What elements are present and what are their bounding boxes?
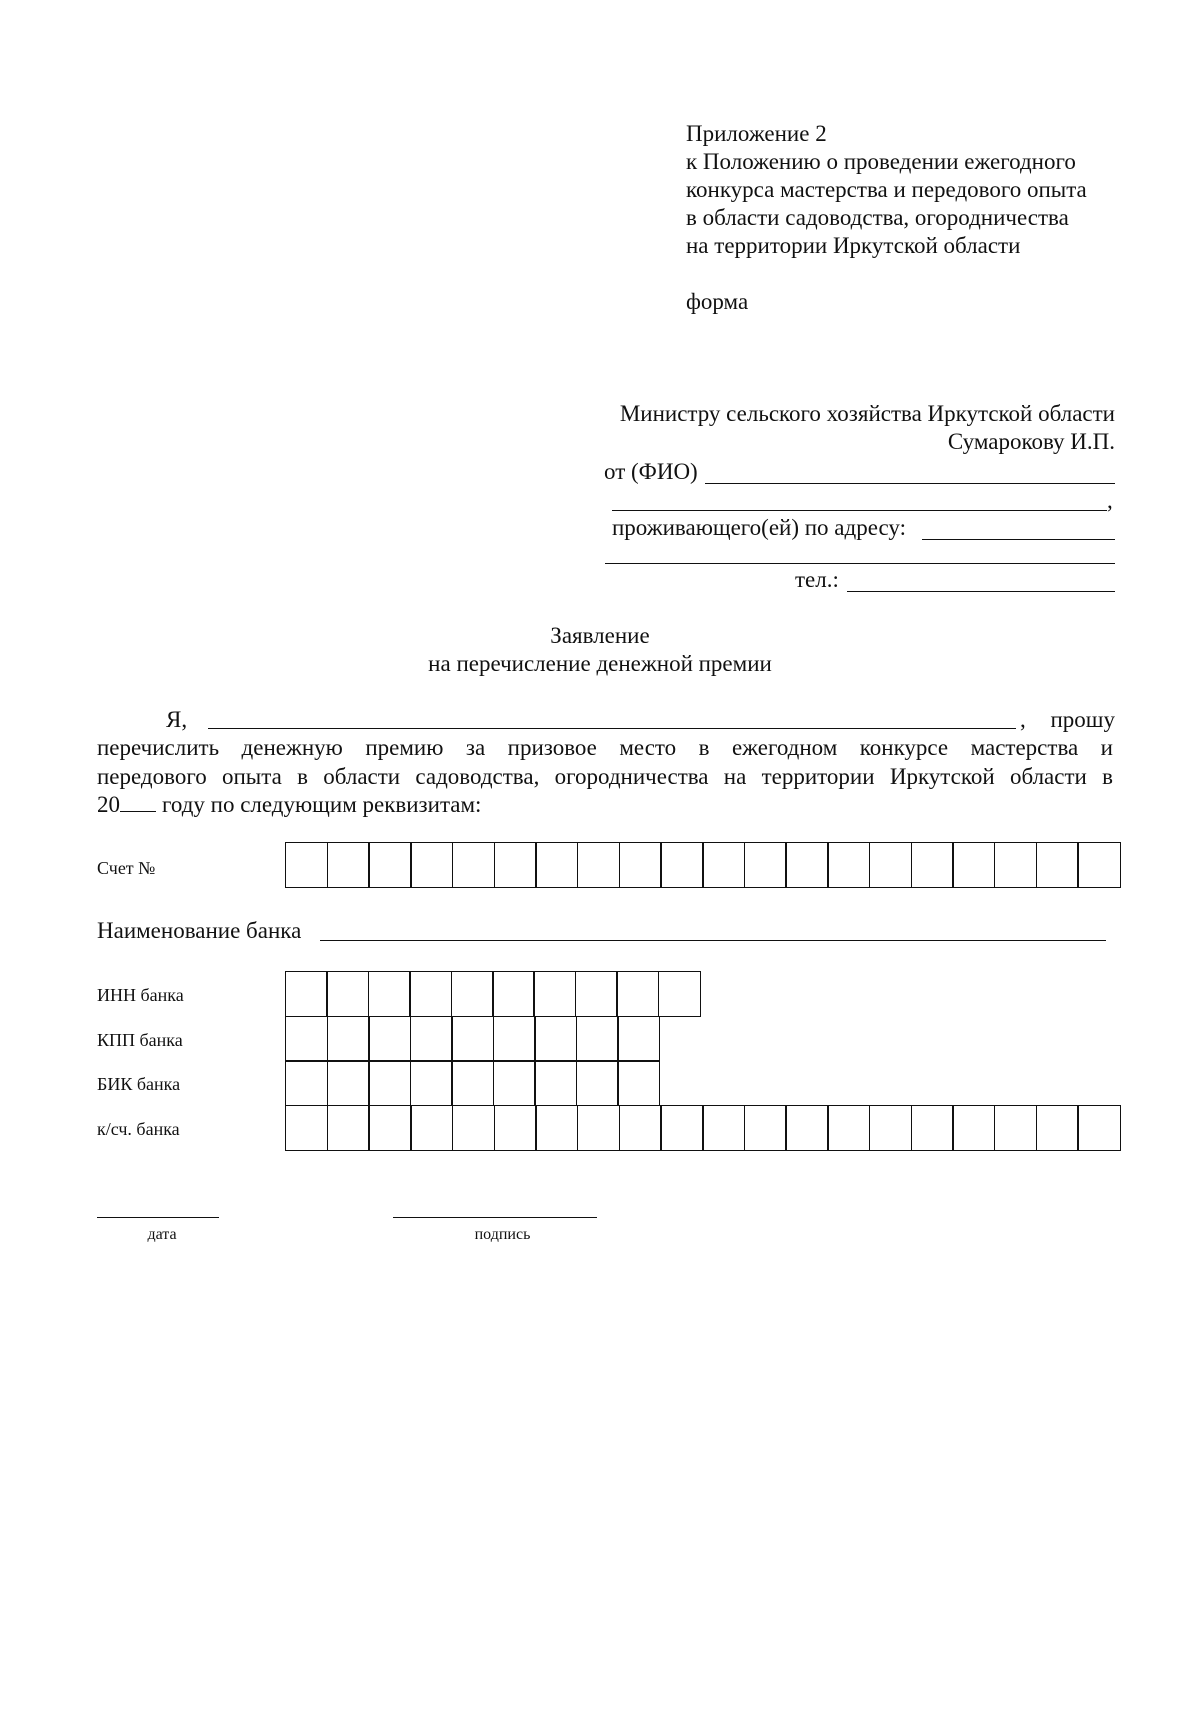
body-ya: Я, bbox=[166, 707, 188, 732]
bik-grid-cell[interactable] bbox=[410, 1060, 453, 1106]
body-year-line bbox=[97, 791, 481, 819]
kpp-grid-cell[interactable] bbox=[493, 1016, 536, 1062]
body-line-2: перечислить денежную премию за призовое место в ежегодном конкурсе мастерства и bbox=[97, 735, 1113, 760]
account-number-grid-cell[interactable] bbox=[1036, 842, 1079, 888]
corr-account-grid-cell[interactable] bbox=[744, 1105, 787, 1151]
address-label: проживающего(ей) по адресу: bbox=[612, 515, 906, 540]
signature-line[interactable] bbox=[393, 1217, 597, 1218]
document-title: Заявление bbox=[550, 623, 650, 648]
body-proshu: прошу bbox=[1050, 707, 1115, 732]
form-label: форма bbox=[686, 289, 749, 314]
corr-account-grid-cell[interactable] bbox=[577, 1105, 620, 1151]
bik-grid-cell[interactable] bbox=[451, 1060, 494, 1106]
annex-line-4: в области садоводства, огородничества bbox=[686, 205, 1069, 230]
account-number-grid-cell[interactable] bbox=[327, 842, 370, 888]
corr-account-grid bbox=[285, 1105, 1119, 1151]
phone-line[interactable] bbox=[847, 591, 1115, 592]
bik-grid bbox=[285, 1060, 659, 1106]
corr-account-grid-cell[interactable] bbox=[494, 1105, 537, 1151]
inn-grid-cell[interactable] bbox=[492, 971, 535, 1017]
corr-account-grid-cell[interactable] bbox=[285, 1105, 328, 1151]
inn-grid bbox=[285, 971, 699, 1017]
year-suffix: году по следующим реквизитам: bbox=[162, 792, 482, 817]
corr-account-grid-cell[interactable] bbox=[952, 1105, 995, 1151]
corr-account-grid-cell[interactable] bbox=[869, 1105, 912, 1151]
annex-line-2: к Положению о проведении ежегодного bbox=[686, 149, 1076, 174]
account-number-grid-cell[interactable] bbox=[410, 842, 453, 888]
inn-grid-cell[interactable] bbox=[658, 971, 701, 1017]
kpp-grid bbox=[285, 1016, 659, 1062]
corr-account-grid-cell[interactable] bbox=[1036, 1105, 1079, 1151]
inn-label: ИНН банка bbox=[97, 985, 184, 1005]
bik-grid-cell[interactable] bbox=[617, 1060, 660, 1106]
kpp-grid-cell[interactable] bbox=[410, 1016, 453, 1062]
account-number-grid-cell[interactable] bbox=[577, 842, 620, 888]
corr-account-grid-cell[interactable] bbox=[619, 1105, 662, 1151]
bik-grid-cell[interactable] bbox=[576, 1060, 619, 1106]
address-line-1[interactable] bbox=[922, 539, 1115, 540]
body-comma: , bbox=[1020, 707, 1026, 732]
inn-grid-cell[interactable] bbox=[368, 971, 411, 1017]
from-name-line-2[interactable] bbox=[612, 510, 1107, 511]
corr-account-grid-cell[interactable] bbox=[702, 1105, 745, 1151]
account-number-grid-cell[interactable] bbox=[535, 842, 578, 888]
account-number-grid-cell[interactable] bbox=[494, 842, 537, 888]
bik-grid-cell[interactable] bbox=[327, 1060, 370, 1106]
account-number-grid-cell[interactable] bbox=[702, 842, 745, 888]
corr-account-grid-cell[interactable] bbox=[785, 1105, 828, 1151]
from-label: от (ФИО) bbox=[604, 459, 698, 484]
corr-account-grid-cell[interactable] bbox=[1077, 1105, 1120, 1151]
kpp-grid-cell[interactable] bbox=[285, 1016, 328, 1062]
inn-grid-cell[interactable] bbox=[451, 971, 494, 1017]
kpp-label: КПП банка bbox=[97, 1030, 183, 1050]
account-number-grid-cell[interactable] bbox=[660, 842, 703, 888]
inn-grid-cell[interactable] bbox=[285, 971, 328, 1017]
corr-account-grid-cell[interactable] bbox=[660, 1105, 703, 1151]
inn-grid-cell[interactable] bbox=[533, 971, 576, 1017]
account-number-grid-cell[interactable] bbox=[994, 842, 1037, 888]
kpp-grid-cell[interactable] bbox=[327, 1016, 370, 1062]
inn-grid-cell[interactable] bbox=[616, 971, 659, 1017]
annex-header bbox=[686, 120, 1087, 260]
from-name-line[interactable] bbox=[705, 483, 1115, 484]
annex-line-5: на территории Иркутской области bbox=[686, 233, 1021, 258]
corr-account-grid-cell[interactable] bbox=[994, 1105, 1037, 1151]
account-number-grid-cell[interactable] bbox=[911, 842, 954, 888]
addressee-line-1: Министру сельского хозяйства Иркутской области bbox=[619, 401, 1115, 426]
account-number-grid-cell[interactable] bbox=[869, 842, 912, 888]
corr-account-label: к/сч. банка bbox=[97, 1119, 180, 1139]
account-number-grid-cell[interactable] bbox=[619, 842, 662, 888]
annex-line-1: Приложение 2 bbox=[686, 121, 827, 146]
addressee-line-2: Сумарокову И.П. bbox=[947, 429, 1115, 454]
phone-label: тел.: bbox=[795, 567, 839, 592]
bik-grid-cell[interactable] bbox=[534, 1060, 577, 1106]
document-subtitle: на перечисление денежной премии bbox=[428, 651, 772, 676]
account-number-grid-cell[interactable] bbox=[1077, 842, 1120, 888]
account-number-grid-cell[interactable] bbox=[827, 842, 870, 888]
account-number-grid-cell[interactable] bbox=[452, 842, 495, 888]
account-number-grid-cell[interactable] bbox=[744, 842, 787, 888]
account-number-grid-cell[interactable] bbox=[285, 842, 328, 888]
bik-grid-cell[interactable] bbox=[368, 1060, 411, 1106]
annex-line-3: конкурса мастерства и передового опыта bbox=[686, 177, 1087, 202]
kpp-grid-cell[interactable] bbox=[534, 1016, 577, 1062]
inn-grid-cell[interactable] bbox=[575, 971, 618, 1017]
corr-account-grid-cell[interactable] bbox=[827, 1105, 870, 1151]
name-comma: , bbox=[1107, 488, 1113, 513]
corr-account-grid-cell[interactable] bbox=[535, 1105, 578, 1151]
applicant-name-line[interactable] bbox=[208, 728, 1016, 729]
date-line[interactable] bbox=[97, 1217, 219, 1218]
inn-grid-cell[interactable] bbox=[326, 971, 369, 1017]
bik-grid-cell[interactable] bbox=[493, 1060, 536, 1106]
account-number-grid-cell[interactable] bbox=[785, 842, 828, 888]
corr-account-grid-cell[interactable] bbox=[452, 1105, 495, 1151]
year-prefix: 20 bbox=[97, 792, 120, 817]
corr-account-grid-cell[interactable] bbox=[327, 1105, 370, 1151]
corr-account-grid-cell[interactable] bbox=[911, 1105, 954, 1151]
kpp-grid-cell[interactable] bbox=[451, 1016, 494, 1062]
signature-caption: подпись bbox=[474, 1226, 531, 1243]
address-line-2[interactable] bbox=[605, 563, 1115, 564]
account-number-grid-cell[interactable] bbox=[952, 842, 995, 888]
bik-grid-cell[interactable] bbox=[285, 1060, 328, 1106]
inn-grid-cell[interactable] bbox=[409, 971, 452, 1017]
kpp-grid-cell[interactable] bbox=[368, 1016, 411, 1062]
corr-account-grid-cell[interactable] bbox=[410, 1105, 453, 1151]
body-line-3: передового опыта в области садоводства, огородничества на территории Иркутской области в bbox=[97, 763, 1113, 789]
kpp-grid-cell[interactable] bbox=[576, 1016, 619, 1062]
account-label: Счет № bbox=[97, 858, 156, 878]
kpp-grid-cell[interactable] bbox=[617, 1016, 660, 1062]
bank-name-line[interactable] bbox=[320, 940, 1106, 941]
account-number-grid bbox=[285, 842, 1119, 888]
bank-name-label: Наименование банка bbox=[97, 918, 302, 943]
corr-account-grid-cell[interactable] bbox=[368, 1105, 411, 1151]
body-paragraph bbox=[97, 734, 1113, 791]
date-caption: дата bbox=[147, 1226, 177, 1243]
account-number-grid-cell[interactable] bbox=[368, 842, 411, 888]
year-blank[interactable] bbox=[120, 793, 156, 812]
bik-label: БИК банка bbox=[97, 1074, 181, 1094]
